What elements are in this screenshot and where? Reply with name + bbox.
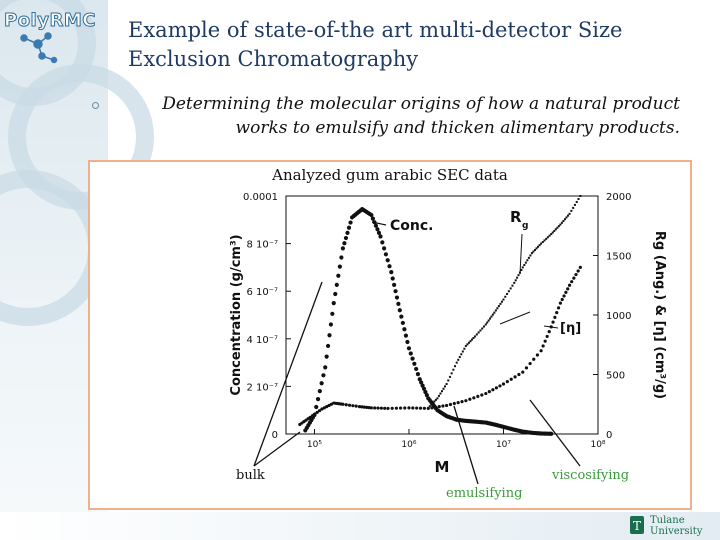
rg-point <box>576 201 578 203</box>
conc-point <box>330 312 334 316</box>
conc-point <box>412 362 416 366</box>
conc-annotation: Conc. <box>390 218 434 234</box>
tulane-wordmark: Tulane University <box>650 515 703 537</box>
conc-point <box>321 373 325 377</box>
x-tick-label: 10⁷ <box>495 440 512 450</box>
rg-point <box>564 218 566 220</box>
rg-point <box>513 282 515 284</box>
rg-curve-pointer <box>500 312 530 324</box>
conc-point <box>339 255 343 259</box>
rg-point <box>483 326 485 328</box>
rg-point <box>449 376 451 378</box>
rg-point <box>526 259 528 261</box>
eta-point <box>460 400 463 403</box>
eta-point <box>539 349 542 352</box>
bullet-marker <box>92 102 99 109</box>
conc-point <box>549 432 553 436</box>
conc-point <box>382 246 386 250</box>
conc-point <box>348 220 352 224</box>
eta-point <box>395 407 398 410</box>
rg-point <box>572 207 574 209</box>
eta-point <box>430 406 433 409</box>
rg-point <box>528 257 530 259</box>
rg-point <box>490 316 492 318</box>
rg-point <box>459 356 461 358</box>
rg-point <box>457 359 459 361</box>
eta-point <box>491 388 494 391</box>
rg-point <box>574 204 576 206</box>
eta-point <box>572 277 575 280</box>
eta-point <box>403 406 406 409</box>
rg-point <box>463 348 465 350</box>
conc-point <box>393 289 397 293</box>
eta-point <box>383 407 386 410</box>
conc-point <box>333 292 337 296</box>
eta-point <box>484 392 487 395</box>
conc-point <box>396 302 400 306</box>
eta-point <box>564 291 567 294</box>
eta-point <box>570 280 573 283</box>
svg-text:T: T <box>633 519 642 533</box>
rg-point <box>460 353 462 355</box>
x-tick-label: 10⁶ <box>401 440 417 450</box>
chart-title: Analyzed gum arabic SEC data <box>272 166 508 184</box>
conc-point <box>377 231 381 235</box>
eta-point <box>553 316 556 319</box>
eta-point <box>561 298 564 301</box>
emulsifying-pointer <box>454 406 478 484</box>
eta-point <box>551 321 554 324</box>
conc-point <box>344 236 348 240</box>
rg-point <box>518 274 520 276</box>
eta-point <box>559 302 562 305</box>
conc-point <box>386 258 390 262</box>
caption-bulk: bulk <box>236 468 265 483</box>
rg-point <box>578 198 580 200</box>
y-left-tick-label: 6 10⁻⁷ <box>246 287 278 299</box>
rg-point <box>495 309 497 311</box>
rg-annotation: R <box>510 208 522 226</box>
rg-point <box>559 224 561 226</box>
rg-point <box>567 215 569 217</box>
rg-point <box>506 293 508 295</box>
y-right-axis-label: Rg (Ang.) & [η] (cm³/g) <box>652 230 667 400</box>
eta-point <box>438 405 441 408</box>
rg-point <box>523 264 525 266</box>
logo-text: PolyRMC <box>4 10 96 31</box>
conc-point <box>384 252 388 256</box>
conc-point <box>327 333 331 337</box>
conc-point <box>405 340 409 344</box>
eta-point <box>546 335 549 338</box>
conc-point <box>414 367 418 371</box>
eta-point <box>488 390 491 393</box>
x-tick-label: 10⁸ <box>590 440 606 450</box>
eta-point <box>544 340 547 343</box>
eta-point <box>562 294 565 297</box>
rg-point <box>569 213 571 215</box>
eta-point <box>536 353 539 356</box>
eta-point <box>506 380 509 383</box>
y-left-tick-label: 4 10⁻⁷ <box>246 334 278 346</box>
rg-point <box>443 388 445 390</box>
conc-point <box>335 283 339 287</box>
rg-point <box>529 255 531 257</box>
rg-point <box>441 390 443 392</box>
conc-point <box>380 240 384 244</box>
rg-point <box>439 393 441 395</box>
eta-point <box>498 384 501 387</box>
conc-point <box>326 344 330 348</box>
chart-frame <box>88 160 692 510</box>
x-tick-label: 10⁵ <box>306 440 322 450</box>
eta-point <box>568 284 571 287</box>
conc-point <box>347 226 351 230</box>
rg-point <box>486 322 488 324</box>
rg-point <box>485 324 487 326</box>
rg-point <box>436 397 438 399</box>
conc-point <box>387 264 391 268</box>
slide-bullet-text: Determining the molecular origins of how a natural product works to emulsify and thicken alimentary products. <box>162 94 680 138</box>
eta-point <box>391 407 394 410</box>
rg-point <box>516 277 518 279</box>
rg-point <box>456 362 458 364</box>
rg-point <box>525 262 527 264</box>
rg-point <box>481 327 483 329</box>
rg-point <box>502 299 504 301</box>
eta-point <box>566 287 569 290</box>
rg-point <box>579 195 581 197</box>
y-right-tick-label: 2000 <box>606 192 632 203</box>
conc-point <box>323 365 327 369</box>
eta-point <box>464 399 467 402</box>
conc-point <box>404 334 408 338</box>
rg-point <box>476 333 478 335</box>
rg-point <box>446 383 448 385</box>
eta-point <box>529 362 532 365</box>
conc-point <box>332 301 336 305</box>
eta-point <box>355 405 358 408</box>
eta-point <box>502 382 505 385</box>
conc-point <box>399 314 403 318</box>
eta-annotation: [η] <box>560 321 582 336</box>
rg-point <box>504 296 506 298</box>
conc-point <box>336 274 340 278</box>
rg-point <box>561 222 563 224</box>
eta-point <box>510 378 513 381</box>
molecule-icon <box>21 33 57 63</box>
rg-point <box>508 290 510 292</box>
eta-point <box>407 406 410 409</box>
rg-point <box>462 350 464 352</box>
conc-point <box>345 231 349 235</box>
caption-emulsifying: emulsifying <box>446 486 523 501</box>
eta-point <box>376 406 379 409</box>
rg-point <box>565 216 567 218</box>
eta-point <box>449 403 452 406</box>
eta-point <box>434 406 437 409</box>
conc-point <box>342 241 346 245</box>
eta-point <box>341 403 344 406</box>
conc-point <box>375 227 379 231</box>
rg-point <box>489 318 491 320</box>
conc-point <box>329 322 333 326</box>
eta-point <box>472 396 475 399</box>
eta-point <box>348 404 351 407</box>
conc-point <box>416 372 420 376</box>
rg-point <box>454 365 456 367</box>
eta-point <box>521 371 524 374</box>
rg-point <box>452 369 454 371</box>
rg-point <box>478 331 480 333</box>
conc-point <box>395 295 399 299</box>
rg-point <box>438 395 440 397</box>
eta-point <box>579 266 582 269</box>
y-right-tick-label: 500 <box>606 370 626 382</box>
slide-title: Example of state-of-the art multi-detector Size Exclusion Chromatography <box>128 18 623 71</box>
conc-point <box>314 405 318 409</box>
eta-point <box>548 330 551 333</box>
conc-point <box>325 355 329 359</box>
conc-point <box>374 224 378 228</box>
y-left-tick-label: 0 <box>271 430 278 441</box>
eta-point <box>419 407 422 410</box>
conc-point <box>320 381 324 385</box>
eta-point <box>525 366 528 369</box>
conc-point <box>407 346 411 350</box>
eta-point <box>345 403 348 406</box>
rg-point <box>498 305 500 307</box>
eta-point <box>411 406 414 409</box>
eta-point <box>373 406 376 409</box>
tulane-shield-icon <box>630 516 644 534</box>
eta-point <box>380 407 383 410</box>
rg-point <box>570 210 572 212</box>
rg-point <box>515 279 517 281</box>
rg-annotation-sub: g <box>522 221 529 231</box>
rg-point <box>479 329 481 331</box>
rg-point <box>499 303 501 305</box>
conc-point <box>371 217 375 221</box>
rg-point <box>510 287 512 289</box>
eta-point <box>370 406 373 409</box>
conc-point <box>401 321 405 325</box>
conc-point <box>378 234 382 238</box>
conc-point <box>398 308 402 312</box>
rg-arrow <box>520 234 522 274</box>
eta-point <box>457 401 460 404</box>
rg-point <box>451 372 453 374</box>
conc-point <box>316 397 320 401</box>
eta-point <box>542 344 545 347</box>
conc-point <box>402 327 406 331</box>
conc-point <box>410 357 414 361</box>
conc-point <box>338 265 342 269</box>
eta-point <box>577 269 580 272</box>
eta-point <box>517 373 520 376</box>
rg-point <box>488 320 490 322</box>
eta-point <box>513 375 516 378</box>
y-right-tick-label: 0 <box>606 430 613 441</box>
rg-point <box>522 266 524 268</box>
rg-point <box>444 385 446 387</box>
sec-chart <box>90 162 690 508</box>
eta-point <box>399 406 402 409</box>
eta-point <box>480 393 483 396</box>
conc-point <box>318 389 322 393</box>
eta-point <box>415 406 418 409</box>
conc-point <box>392 283 396 287</box>
rg-point <box>562 220 564 222</box>
y-right-tick-label: 1500 <box>606 251 632 263</box>
conc-point <box>341 246 345 250</box>
y-left-tick-label: 8 10⁻⁷ <box>246 239 278 251</box>
eta-point <box>441 404 444 407</box>
eta-point <box>427 407 430 410</box>
rg-point <box>447 379 449 381</box>
eta-point <box>386 407 389 410</box>
eta-point <box>495 386 498 389</box>
rg-point <box>474 335 476 337</box>
eta-point <box>423 407 426 410</box>
rg-point <box>492 314 494 316</box>
conc-point <box>369 213 373 217</box>
eta-point <box>532 358 535 361</box>
x-axis-label: M <box>434 458 450 476</box>
footer-band <box>0 512 720 540</box>
caption-viscosifying: viscosifying <box>552 468 630 483</box>
eta-point <box>476 395 479 398</box>
rg-point <box>501 301 503 303</box>
eta-point <box>453 402 456 405</box>
eta-point <box>574 273 577 276</box>
y-left-tick-label: 2 10⁻⁷ <box>246 382 278 394</box>
rg-point <box>493 312 495 314</box>
y-left-axis-label: Concentration (g/cm³) <box>229 234 244 396</box>
eta-point <box>555 311 558 314</box>
rg-point <box>496 307 498 309</box>
eta-point <box>468 398 471 401</box>
conc-point <box>389 270 393 274</box>
y-left-tick-label: 0.0001 <box>243 192 278 203</box>
y-right-tick-label: 1000 <box>606 311 632 322</box>
eta-point <box>557 306 560 309</box>
eta-point <box>351 404 354 407</box>
bulk-pointer <box>254 282 322 466</box>
conc-point <box>409 351 413 355</box>
rg-point <box>511 285 513 287</box>
eta-point <box>445 404 448 407</box>
conc-point <box>391 276 395 280</box>
